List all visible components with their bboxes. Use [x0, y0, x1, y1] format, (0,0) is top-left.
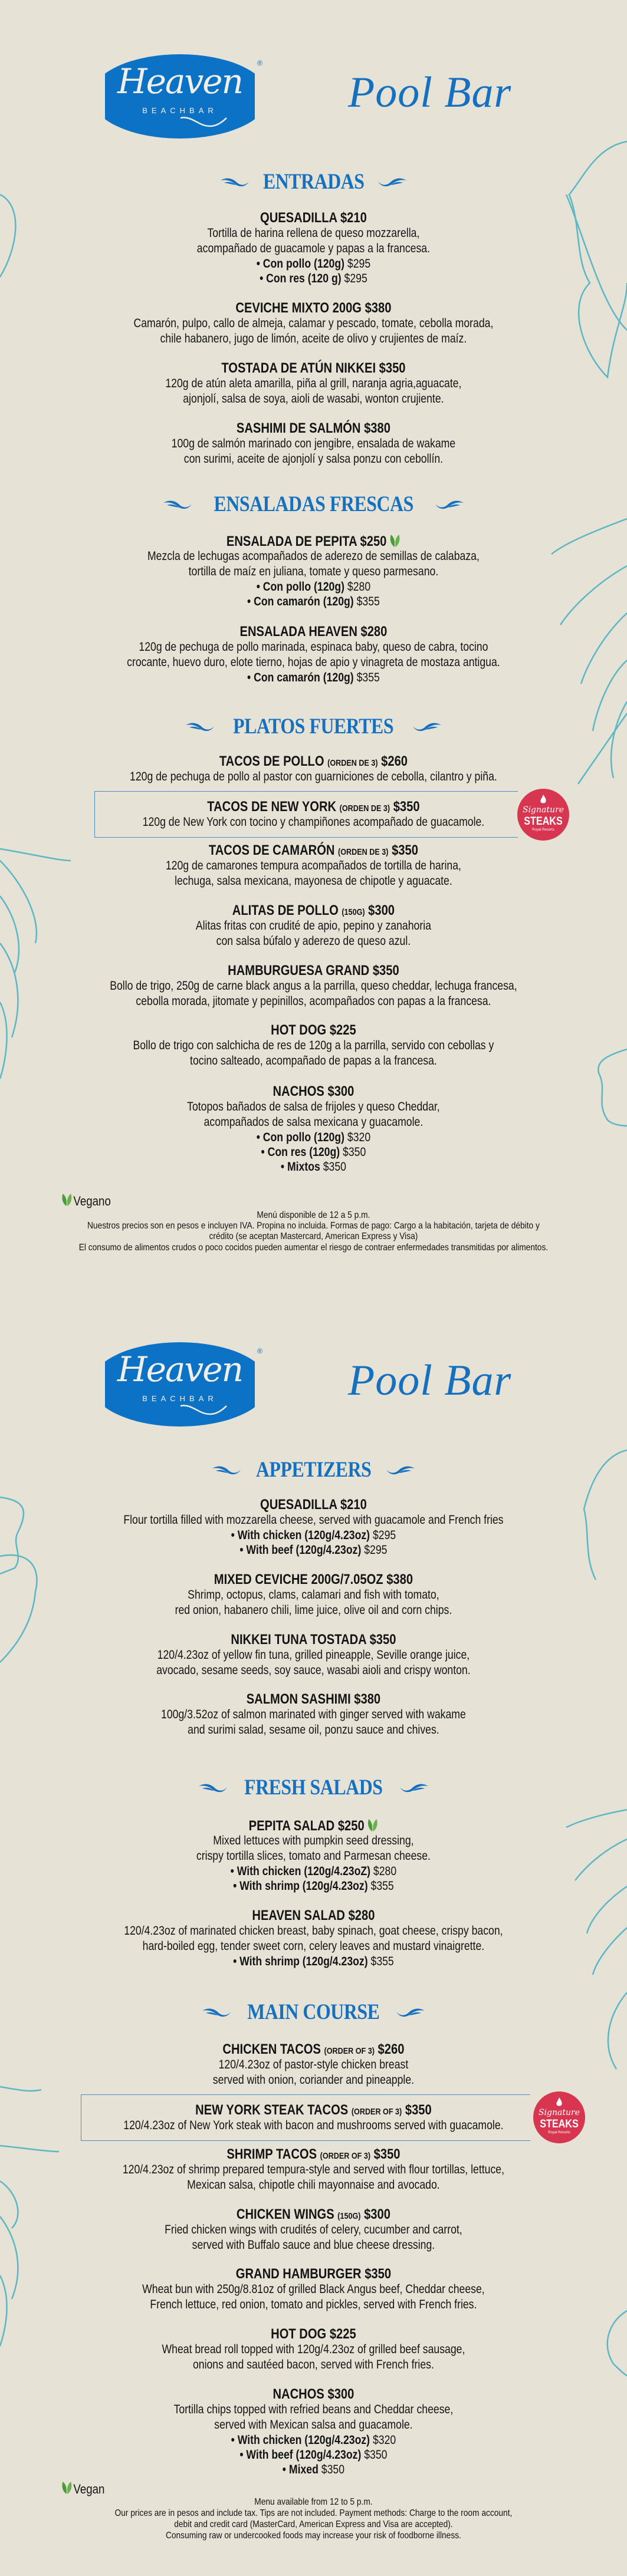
logo-sub-text: BEACHBAR	[142, 1394, 218, 1403]
option-price: $350	[323, 1160, 346, 1174]
logo-brand-text: Heaven	[117, 1349, 242, 1389]
item-description-line: chile habanero, jugo de limón, aceite de olivo y crujientes de maíz.	[160, 332, 467, 345]
item-price: $210	[340, 210, 367, 226]
item-name: CEVICHE MIXTO 200G	[235, 300, 362, 316]
item-name: QUESADILLA	[260, 210, 337, 226]
item-description-line: Camarón, pulpo, callo de almeja, calamar y pescado, tomate, cebolla morada,	[133, 317, 494, 330]
vegan-legend-label: Vegano	[73, 1194, 111, 1208]
item-name: SHRIMP TACOS	[226, 2146, 317, 2162]
item-price: $350	[373, 2146, 401, 2162]
logo-brand-text: Heaven	[117, 61, 242, 101]
item-description-line: tortilla de maíz en juliana, tomate y queso parmesano.	[188, 565, 439, 578]
item-description-line: 100g de salmón marinado con jengibre, ensalada de wakame	[171, 437, 456, 450]
section-heading	[0, 491, 627, 517]
option-price: $355	[370, 1879, 394, 1893]
section-title: MAIN COURSE	[247, 1999, 380, 2024]
logo-wave-icon	[180, 116, 228, 133]
option-label: • Mixed	[282, 2463, 319, 2476]
item-name: QUESADILLA	[260, 1497, 337, 1513]
option-label: • With shrimp (120g/4.23oz)	[233, 1955, 368, 1968]
swash-left-icon	[211, 1457, 242, 1483]
item-name: HOT DOG	[271, 2326, 327, 2342]
swash-right-icon	[385, 1457, 416, 1483]
item-title	[50, 903, 577, 918]
item-price: $380	[386, 1572, 413, 1587]
item-price: $350	[365, 2266, 392, 2282]
option-price: $350	[343, 1145, 366, 1159]
item-qualifier: (ORDEN DE 3)	[338, 847, 389, 857]
item-description-line: Mezcla de lechugas acompañados de aderezo de semillas de calabaza,	[147, 549, 480, 563]
vegan-legend	[61, 1193, 111, 1210]
swash-right-icon	[395, 1999, 426, 2025]
menu-item	[50, 533, 577, 609]
menu-item	[50, 754, 577, 785]
item-name: SASHIMI DE SALMÓN	[236, 420, 361, 436]
item-price: $225	[329, 1022, 356, 1038]
menu-item	[50, 624, 577, 685]
item-qualifier: (ORDEN DE 3)	[327, 758, 378, 768]
item-qualifier: (ORDER OF 3)	[320, 2151, 371, 2161]
swash-right-icon	[377, 169, 408, 195]
option-price: $355	[356, 671, 380, 684]
item-price: $350	[405, 2102, 432, 2118]
footer-note: Nuestros precios son en pesos e incluyen IVA. Propina no incluida. Formas de pago: Cargo a la habitación, tarjeta de débito y	[87, 1221, 540, 1231]
item-price: $260	[377, 2041, 405, 2057]
item-price: $300	[368, 902, 395, 918]
swash-left-icon	[198, 1775, 228, 1800]
item-title	[50, 1084, 577, 1099]
option-price: $350	[321, 2463, 345, 2476]
item-name: MIXED CEVICHE 200G/7.05OZ	[214, 1572, 383, 1587]
item-name: NEW YORK STEAK TACOS	[195, 2102, 349, 2118]
item-price: $380	[354, 1691, 381, 1707]
swash-left-icon	[201, 1999, 232, 2025]
footer-note: Our prices are in pesos and include tax. Tips are not included. Payment methods: Charge to the room account,	[114, 2508, 513, 2518]
option-label: • Con pollo (120g)	[256, 257, 344, 271]
item-qualifier: (150G)	[342, 907, 365, 917]
badge-script: Signature	[522, 805, 564, 815]
item-name: TACOS DE CAMARÓN	[208, 842, 335, 858]
item-description-line: Mexican salsa, chipotle chili mayonnaise and avocado.	[187, 2178, 440, 2192]
option-label: • With beef (120g/4.23oz)	[239, 1543, 362, 1557]
menu-item	[50, 1692, 577, 1738]
menu-item	[50, 1572, 577, 1618]
section-title: ENTRADAS	[262, 169, 365, 194]
registered-mark: ®	[257, 1347, 262, 1355]
item-name: HEAVEN SALAD	[252, 1908, 345, 1923]
menu-item	[50, 903, 577, 949]
item-description-line: acompañado de guacamole y papas a la francesa.	[196, 242, 431, 255]
section-title: ENSALADAS FRESCAS	[214, 492, 413, 516]
item-title	[50, 2147, 577, 2162]
option-price: $355	[370, 1955, 394, 1968]
item-price: $260	[381, 753, 408, 769]
option-label: • Mixtos	[280, 1160, 320, 1174]
menu-item	[50, 2327, 577, 2373]
swash-right-icon	[399, 1775, 429, 1800]
item-name: NACHOS	[273, 2386, 324, 2402]
swash-left-icon	[185, 714, 215, 739]
item-description-line: French lettuce, red onion, tomato and pickles, served with French fries.	[150, 2298, 477, 2311]
footer-note: Menu available from 12 to 5 p.m.	[254, 2497, 373, 2507]
heaven-logo	[105, 54, 255, 139]
badge-script: Signature	[538, 2108, 580, 2117]
item-price: $250	[360, 533, 387, 549]
item-title	[50, 1572, 577, 1587]
item-description-line: 100g/3.52oz of salmon marinated with ginger served with wakame	[161, 1708, 466, 1721]
section-heading	[0, 1457, 627, 1483]
item-title	[50, 1632, 577, 1648]
item-price: $350	[379, 360, 406, 376]
item-option	[50, 670, 577, 685]
badge-title: STEAKS	[540, 2118, 579, 2130]
item-description-line: 120g de pechuga de pollo al pastor con guarniciones de cebolla, cilantro y piña.	[130, 770, 497, 783]
option-label: • Con pollo (120g)	[256, 580, 344, 594]
option-price: $320	[347, 1131, 371, 1144]
item-description-line: con surimi, aceite de ajonjolí y salsa ponzu con cebollín.	[183, 452, 444, 466]
item-description-line: 120/4.23oz of shrimp prepared tempura-style and served with flour tortillas, lettuce,	[122, 2163, 504, 2176]
menu-item	[50, 843, 577, 889]
option-price: $295	[372, 1529, 396, 1542]
item-price: $280	[348, 1908, 375, 1923]
item-description-line: Wheat bread roll topped with 120g/4.23oz of grilled beef sausage,	[162, 2343, 465, 2356]
item-title	[50, 1818, 577, 1833]
item-description-line: 120g de atún aleta amarilla, piña al grill, naranja agria,aguacate,	[165, 377, 462, 390]
menu-item	[50, 1084, 577, 1174]
item-description-line: served with Buffalo sauce and blue cheese dressing.	[192, 2238, 435, 2252]
item-name: PEPITA SALAD	[248, 1818, 335, 1834]
item-title	[50, 533, 577, 549]
menu-item	[50, 1632, 577, 1678]
swash-right-icon	[412, 714, 442, 739]
item-title	[50, 2103, 577, 2118]
option-price: $320	[372, 2433, 396, 2447]
item-name: CHICKEN WINGS	[236, 2206, 334, 2222]
item-title	[50, 754, 577, 769]
option-label: • Con res (120 g)	[260, 272, 342, 285]
item-price: $280	[360, 624, 388, 640]
item-option	[50, 2433, 577, 2447]
footer-note: crédito (se aceptan Mastercard, American Express y Visa)	[209, 1231, 418, 1241]
item-name: CHICKEN TACOS	[222, 2041, 321, 2057]
item-price: $380	[364, 420, 390, 436]
item-option	[50, 1145, 577, 1159]
item-qualifier: (150G)	[337, 2211, 361, 2221]
item-description-line: crispy tortilla slices, tomato and Parmesan cheese.	[196, 1849, 431, 1863]
item-option	[50, 271, 577, 286]
item-description-line: served with Mexican salsa and guacamole.	[214, 2418, 413, 2432]
item-option	[50, 579, 577, 594]
item-option	[50, 1864, 577, 1879]
item-description-line: Mixed lettuces with pumpkin seed dressing,	[213, 1834, 414, 1847]
item-description-line: Flour tortilla filled with mozzarella cheese, served with guacamole and French fries	[123, 1513, 504, 1527]
menu-item	[50, 2387, 577, 2477]
footer-note: debit and credit card (MasterCard, American Express and Visa are accepted).	[174, 2519, 453, 2529]
item-title	[50, 2042, 577, 2057]
option-price: $295	[364, 1543, 388, 1557]
item-description-line: Tortilla chips topped with refried beans and Cheddar cheese,	[173, 2403, 454, 2416]
option-price: $350	[364, 2448, 388, 2462]
menu-item	[50, 1818, 577, 1893]
option-label: • With chicken (120g/4.23oZ)	[230, 1865, 371, 1878]
item-description-line: and surimi salad, sesame oil, ponzu sauce and chives.	[188, 1723, 439, 1737]
menu-item	[50, 799, 577, 830]
item-title	[50, 421, 577, 436]
item-option	[50, 594, 577, 609]
swash-left-icon	[219, 169, 250, 195]
menu-item	[50, 963, 577, 1009]
menu-item	[50, 1497, 577, 1557]
item-option	[50, 1543, 577, 1557]
item-description-line: Bollo de trigo, 250g de carne black angus a la parrilla, queso cheddar, lechuga francesa,	[110, 979, 517, 993]
vegan-legend	[61, 2481, 104, 2498]
badge-title: STEAKS	[524, 815, 563, 828]
item-description-line: acompañados de salsa mexicana y guacamole.	[203, 1115, 424, 1129]
item-title	[50, 1908, 577, 1923]
item-description-line: lechuga, salsa mexicana, mayonesa de chipotle y aguacate.	[175, 874, 452, 888]
option-price: $295	[347, 257, 371, 271]
item-price: $350	[372, 963, 399, 979]
item-description-line: Shrimp, octopus, clams, calamari and fish with tomato,	[188, 1588, 439, 1602]
section-heading	[0, 169, 627, 195]
option-label: • Con pollo (120g)	[256, 1131, 344, 1144]
item-description-line: Wheat bun with 250g/8.81oz of grilled Black Angus beef, Cheddar cheese,	[142, 2282, 485, 2296]
swash-right-icon	[434, 492, 465, 517]
menu-item	[50, 1023, 577, 1069]
footer-note: Menú disponible de 12 a 5 p.m.	[257, 1210, 370, 1220]
menu-item	[50, 1908, 577, 1969]
item-qualifier: (ORDER OF 3)	[351, 2107, 402, 2117]
swash-left-icon	[162, 492, 193, 517]
menu-item	[50, 361, 577, 407]
option-price: $280	[347, 580, 371, 594]
venue-title: Pool Bar	[348, 68, 512, 117]
venue-title: Pool Bar	[348, 1356, 512, 1405]
item-title	[50, 963, 577, 979]
item-option	[50, 1528, 577, 1543]
item-price: $350	[369, 1632, 396, 1648]
option-label: • Con camarón (120g)	[247, 595, 354, 608]
badge-small: Royal Resorts	[532, 828, 554, 832]
item-title	[50, 1023, 577, 1038]
footer-note: Consuming raw or undercooked foods may increase your risk of foodborne illness.	[165, 2531, 461, 2541]
item-name: NIKKEI TUNA TOSTADA	[231, 1632, 366, 1648]
item-description-line: hard-boiled egg, tender sweet corn, celery leaves and mustard vinaigrette.	[142, 1939, 485, 1953]
item-description-line: 120g de pechuga de pollo marinada, espinaca baby, queso de cabra, tocino	[139, 640, 488, 654]
option-price: $295	[344, 272, 367, 285]
item-price: $300	[327, 1083, 354, 1099]
menu-item	[50, 2147, 577, 2193]
item-description-line: Totopos bañados de salsa de frijoles y queso Cheddar,	[187, 1100, 440, 1114]
item-name: GRAND HAMBURGER	[235, 2266, 362, 2282]
item-name: TACOS DE NEW YORK	[207, 799, 337, 815]
item-description-line: Alitas fritas con crudité de apio, pepino y zanahoria	[195, 919, 431, 933]
item-price: $350	[393, 799, 420, 815]
item-price: $380	[365, 300, 392, 316]
item-name: TOSTADA DE ATÚN NIKKEI	[221, 360, 376, 376]
item-description-line: con salsa búfalo y aderezo de queso azul.	[216, 934, 411, 948]
item-title	[50, 1692, 577, 1707]
item-description-line: Tortilla de harina rellena de queso mozzarella,	[207, 226, 420, 240]
item-name: HOT DOG	[271, 1022, 327, 1038]
option-price: $355	[356, 595, 380, 608]
item-description-line: served with onion, coriander and pineapple.	[212, 2073, 415, 2087]
item-price: $350	[392, 842, 418, 858]
heaven-logo	[105, 1342, 255, 1427]
item-option	[50, 2462, 577, 2477]
item-description-line: 120/4.23oz of yellow fin tuna, grilled pineapple, Seville orange juice,	[157, 1648, 470, 1662]
item-option	[50, 2447, 577, 2462]
item-price: $300	[364, 2206, 390, 2222]
section-title: FRESH SALADS	[244, 1775, 383, 1800]
item-price: $210	[340, 1497, 367, 1513]
item-description-line: Fried chicken wings with crudités of celery, cucumber and carrot,	[165, 2223, 462, 2236]
item-name: TACOS DE POLLO	[219, 753, 324, 769]
item-description-line: avocado, sesame seeds, soy sauce, wasabi aioli and crispy wonton.	[156, 1663, 471, 1677]
item-title	[50, 624, 577, 640]
item-option	[50, 1879, 577, 1893]
item-title	[50, 2267, 577, 2282]
item-qualifier: (ORDER OF 3)	[324, 2046, 375, 2056]
menu-item	[50, 2042, 577, 2088]
item-description-line: 120/4.23oz of New York steak with bacon and mushrooms served with guacamole.	[123, 2119, 504, 2132]
section-title: PLATOS FUERTES	[233, 714, 394, 739]
item-price: $225	[329, 2326, 356, 2342]
item-name: ALITAS DE POLLO	[232, 902, 339, 918]
logo-sub-text: BEACHBAR	[142, 106, 218, 115]
item-title	[50, 2327, 577, 2342]
item-description-line: Bollo de trigo con salchicha de res de 120g a la parrilla, servido con cebollas y	[133, 1039, 494, 1052]
item-name: HAMBURGUESA GRAND	[228, 963, 370, 979]
item-description-line: red onion, habanero chili, lime juice, olive oil and corn chips.	[175, 1603, 452, 1617]
item-title	[50, 843, 577, 858]
option-label: • With beef (120g/4.23oz)	[239, 2448, 362, 2462]
item-description-line: 120/4.23oz of pastor-style chicken breast	[218, 2058, 409, 2071]
item-title	[50, 1497, 577, 1513]
option-label: • Con camarón (120g)	[247, 671, 354, 684]
option-label: • With shrimp (120g/4.23oz)	[233, 1879, 368, 1893]
item-description-line: ajonjolí, salsa de soya, aioli de wasabi, wonton crujiente.	[183, 392, 444, 406]
vegan-leaf-icon	[61, 2481, 73, 2498]
menu-item	[50, 210, 577, 286]
section-heading	[0, 1999, 627, 2025]
section-title: APPETIZERS	[255, 1457, 372, 1482]
item-description-line: 120g de New York con tocino y champiñones acompañado de guacamole.	[142, 815, 485, 829]
item-name: ENSALADA HEAVEN	[239, 624, 357, 640]
menu-item	[50, 301, 577, 347]
menu-item	[50, 2267, 577, 2313]
item-title	[50, 799, 577, 815]
footer-note: El consumo de alimentos crudos o poco cocidos pueden aumentar el riesgo de contraer enfermedades transmitidas por alimentos.	[78, 1243, 549, 1253]
item-title	[50, 210, 577, 226]
item-description-line: 120g de camarones tempura acompañados de tortilla de harina,	[165, 859, 461, 872]
item-description-line: tocino salteado, acompañado de papas a la francesa.	[190, 1054, 437, 1068]
item-name: SALMON SASHIMI	[246, 1691, 351, 1707]
vegan-leaf-icon	[61, 1193, 73, 1210]
item-price: $300	[327, 2386, 354, 2402]
menu-item	[50, 2103, 577, 2133]
item-title	[50, 301, 577, 316]
item-name: ENSALADA DE PEPITA	[226, 533, 357, 549]
section-heading	[0, 1774, 627, 1800]
menu-item	[50, 2207, 577, 2253]
vegan-legend-label: Vegan	[73, 2482, 105, 2496]
option-label: • With chicken (120g/4.23oz)	[231, 1529, 370, 1542]
item-option	[50, 256, 577, 271]
section-heading	[0, 713, 627, 739]
menu-item	[50, 421, 577, 467]
item-title	[50, 361, 577, 376]
item-title	[50, 2207, 577, 2222]
registered-mark: ®	[257, 59, 262, 67]
item-title	[50, 2387, 577, 2402]
logo-wave-icon	[180, 1404, 228, 1421]
item-option	[50, 1954, 577, 1969]
item-description-line: onions and sautéed bacon, served with French fries.	[192, 2358, 434, 2371]
option-label: • With chicken (120g/4.23oz)	[231, 2433, 370, 2447]
item-description-line: cebolla morada, jitomate y pepinillos, acompañados con papas a la francesa.	[136, 994, 491, 1008]
item-option	[50, 1159, 577, 1174]
badge-small: Royal Resorts	[548, 2131, 570, 2134]
item-price: $250	[337, 1818, 365, 1834]
item-description-line: crocante, huevo duro, elote tierno, hojas de apio y vinagreta de mostaza antigua.	[127, 655, 500, 669]
item-option	[50, 1130, 577, 1145]
item-qualifier: (ORDEN DE 3)	[339, 803, 390, 813]
option-price: $280	[373, 1865, 397, 1878]
option-label: • Con res (120g)	[261, 1145, 340, 1159]
item-name: NACHOS	[273, 1083, 324, 1099]
item-description-line: 120/4.23oz of marinated chicken breast, baby spinach, goat cheese, crispy bacon,	[124, 1924, 503, 1938]
